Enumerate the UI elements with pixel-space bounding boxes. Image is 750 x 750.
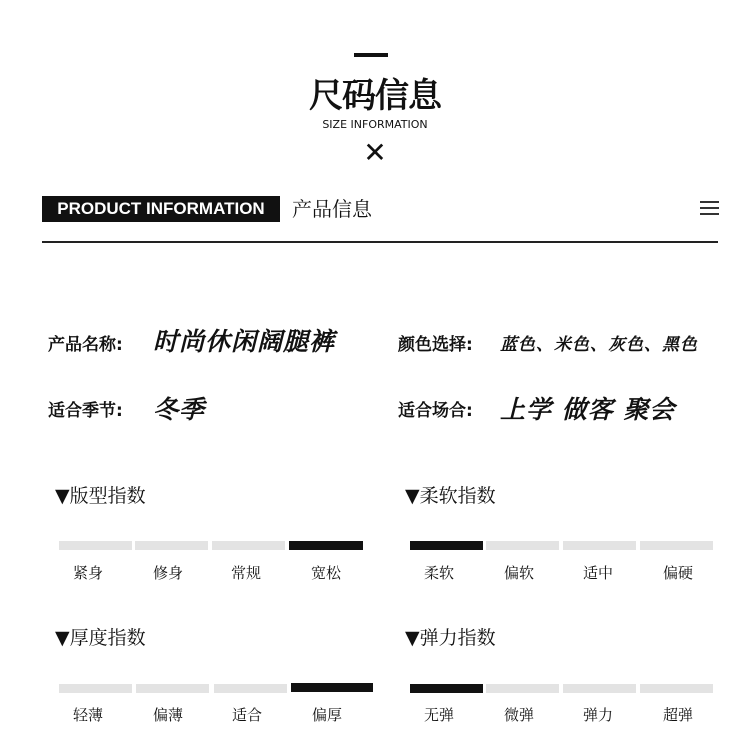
elasticity-bar-0 <box>410 684 483 693</box>
fit-option-label: 紧身 <box>72 564 103 582</box>
top-dash-divider <box>354 53 388 57</box>
elasticity-bar-1 <box>486 684 559 693</box>
season-value: 冬季 <box>153 395 206 424</box>
color-value: 蓝色、米色、灰色、黑色 <box>500 335 698 355</box>
color-label: 颜色选择: <box>398 335 473 355</box>
thickness-index-title: ▼厚度指数 <box>55 627 146 649</box>
thickness-bar-0 <box>59 684 132 693</box>
thickness-bar-1 <box>136 684 209 693</box>
page-title: 尺码信息 <box>309 76 441 116</box>
thickness-bar-2 <box>214 684 287 693</box>
thickness-option-label: 轻薄 <box>72 706 103 724</box>
elasticity-option-label: 弹力 <box>582 706 613 724</box>
softness-bar-2 <box>563 541 636 550</box>
thickness-option-label: 偏厚 <box>311 706 342 724</box>
elasticity-bar-2 <box>563 684 636 693</box>
fit-bar-3 <box>289 541 363 550</box>
elasticity-option-label: 超弹 <box>662 706 693 724</box>
fit-option-label: 常规 <box>230 564 261 582</box>
fit-index-title: ▼版型指数 <box>55 485 146 507</box>
product-information-badge: PRODUCT INFORMATION <box>42 196 280 222</box>
thickness-bar-3 <box>291 683 373 692</box>
menu-icon <box>700 200 719 216</box>
product-name-label: 产品名称: <box>48 335 123 355</box>
season-label: 适合季节: <box>48 401 123 421</box>
fit-option-label: 宽松 <box>310 564 341 582</box>
product-name-value: 时尚休闲阔腿裤 <box>153 327 336 356</box>
softness-option-label: 柔软 <box>423 564 454 582</box>
softness-option-label: 偏硬 <box>662 564 693 582</box>
occasion-value: 上学 做客 聚会 <box>500 395 676 424</box>
softness-bar-3 <box>640 541 713 550</box>
fit-option-label: 修身 <box>152 564 183 582</box>
section-divider <box>42 241 718 243</box>
product-information-label: 产品信息 <box>292 197 372 221</box>
occasion-label: 适合场合: <box>398 401 473 421</box>
fit-bar-1 <box>135 541 208 550</box>
cross-icon: ✕ <box>363 136 387 169</box>
softness-index-title: ▼柔软指数 <box>405 485 496 507</box>
softness-bar-0 <box>410 541 483 550</box>
elasticity-bar-3 <box>640 684 713 693</box>
page-subtitle: SIZE INFORMATION <box>322 118 428 131</box>
fit-bar-0 <box>59 541 132 550</box>
thickness-option-label: 适合 <box>231 706 262 724</box>
thickness-option-label: 偏薄 <box>152 706 183 724</box>
fit-bar-2 <box>212 541 285 550</box>
softness-bar-1 <box>486 541 559 550</box>
elasticity-option-label: 微弹 <box>503 706 534 724</box>
softness-option-label: 偏软 <box>503 564 534 582</box>
softness-option-label: 适中 <box>582 564 613 582</box>
elasticity-index-title: ▼弹力指数 <box>405 627 496 649</box>
elasticity-option-label: 无弹 <box>423 706 454 724</box>
